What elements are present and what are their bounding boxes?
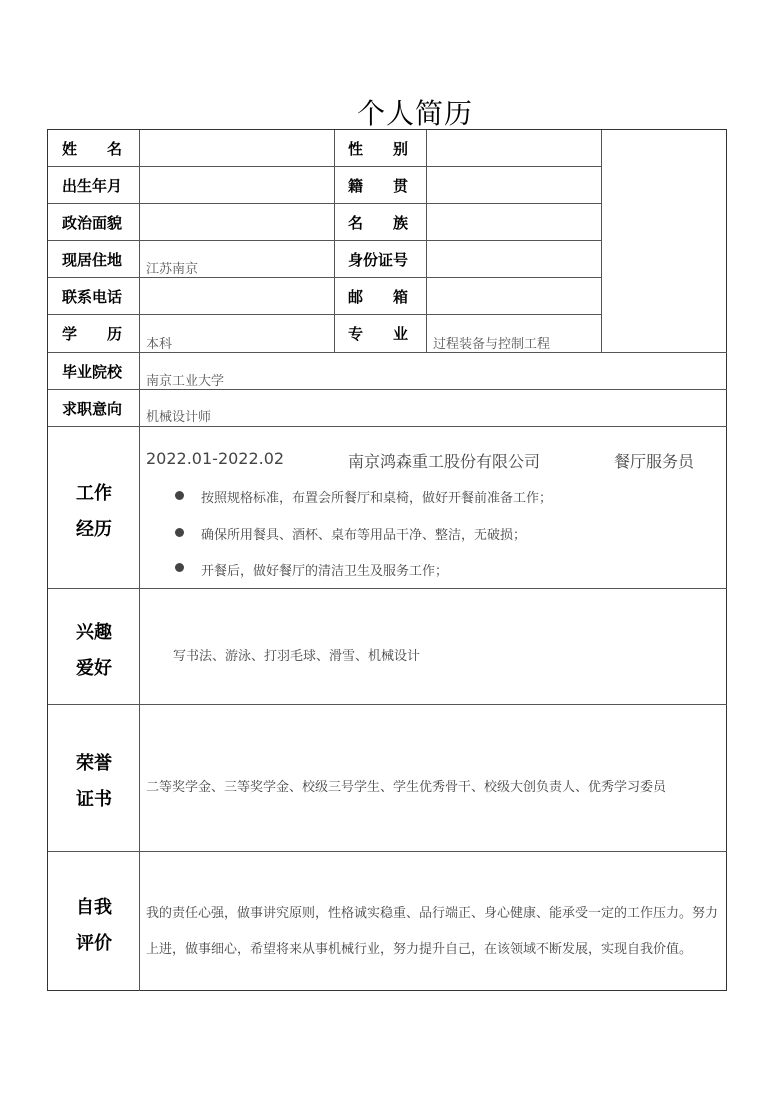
page-title: 个人简历 (356, 97, 473, 130)
bullet-icon (175, 563, 184, 572)
birth-label: 出生年月 (62, 176, 123, 195)
row-divider (48, 588, 727, 589)
work-duty: 按照规格标准，布置会所餐厅和桌椅，做好开餐前准备工作； (201, 491, 553, 506)
row-divider (48, 851, 727, 852)
residence-value: 江苏南京 (146, 262, 199, 277)
col-divider (139, 130, 140, 991)
hobbies-text: 写书法、游泳、打羽毛球、滑雪、机械设计 (173, 649, 421, 664)
bullet-icon (175, 528, 184, 537)
major-value: 过程装备与控制工程 (433, 337, 551, 352)
phone-label: 联系电话 (62, 287, 123, 306)
work-duty: 确保所用餐具、酒杯、桌布等用品干净、整洁，无破损； (201, 528, 527, 543)
row-divider (48, 426, 727, 427)
bullet-icon (175, 491, 184, 500)
residence-label: 现居住地 (62, 250, 123, 269)
intent-value: 机械设计师 (146, 410, 212, 425)
intent-label: 求职意向 (62, 399, 123, 418)
work-period: 2022.01-2022.02 (146, 449, 285, 468)
work-duty: 开餐后，做好餐厅的清洁卫生及服务工作； (201, 564, 449, 579)
work-position: 餐厅服务员 (614, 452, 695, 471)
photo-area (602, 130, 726, 352)
col-divider (334, 130, 335, 352)
row-divider (48, 352, 727, 353)
honors-section-label: 荣誉 证书 (76, 753, 112, 810)
name-label: 姓 名 (62, 139, 123, 158)
school-value: 南京工业大学 (146, 374, 225, 389)
email-label: 邮 箱 (348, 287, 409, 306)
id-label: 身份证号 (348, 250, 409, 269)
school-label: 毕业院校 (62, 362, 123, 381)
resume-table (47, 129, 727, 991)
education-value: 本科 (146, 337, 173, 352)
gender-label: 性 别 (348, 139, 409, 158)
self-eval-section-label: 自我 评价 (76, 897, 112, 954)
ethnic-label: 名 族 (348, 213, 409, 232)
political-label: 政治面貌 (62, 213, 123, 232)
col-divider (426, 130, 427, 352)
major-label: 专 业 (348, 325, 409, 343)
self-eval-text-line1: 我的责任心强，做事讲究原则，性格诚实稳重、品行端正、身心健康、能承受一定的工作压力。努力 (146, 906, 719, 921)
native-label: 籍 贯 (348, 176, 409, 195)
honors-text: 二等奖学金、三等奖学金、校级三号学生、学生优秀骨干、校级大创负责人、优秀学习委员 (146, 780, 667, 795)
work-company: 南京鸿森重工股份有限公司 (348, 452, 541, 471)
education-label: 学 历 (62, 325, 123, 343)
work-section-label: 工作 经历 (76, 483, 112, 540)
self-eval-text-line2: 上进，做事细心，希望将来从事机械行业，努力提升自己，在该领域不断发展，实现自我价值。 (146, 942, 693, 957)
row-divider (48, 314, 601, 315)
hobbies-section-label: 兴趣 爱好 (76, 622, 112, 679)
row-divider (48, 704, 727, 705)
row-divider (48, 389, 727, 390)
